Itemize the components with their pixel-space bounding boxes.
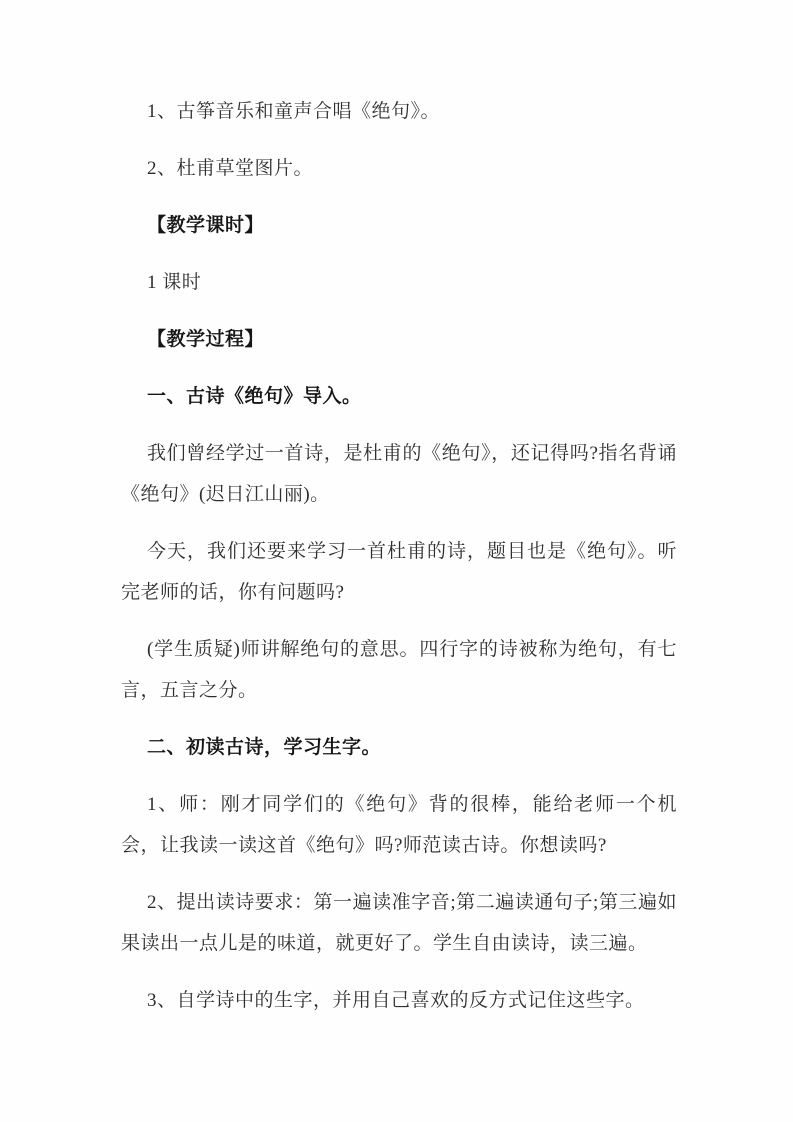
heading-teaching-process: 【教学过程】	[147, 329, 265, 350]
section-heading-2: 二、初读古诗，学习生字。	[147, 737, 382, 758]
paragraph-today-learn: 今天，我们还要来学习一首杜甫的诗，题目也是《绝句》。听完老师的话，你有问题吗?	[121, 541, 677, 603]
teaching-hours-value: 1 课时	[147, 272, 202, 293]
step-item-1: 1、师：刚才同学们的《绝句》背的很棒，能给老师一个机会，让我读一读这首《绝句》吗?师范读古诗。你想读吗?	[121, 794, 677, 856]
prep-item-1: 1、古筝音乐和童声合唱《绝句》。	[147, 101, 441, 122]
paragraph-recall-poem: 我们曾经学过一首诗，是杜甫的《绝句》，还记得吗?指名背诵《绝句》(迟日江山丽)。	[121, 443, 677, 505]
paragraph-explain-jueju: (学生质疑)师讲解绝句的意思。四行字的诗被称为绝句，有七言，五言之分。	[121, 639, 677, 701]
heading-teaching-hours: 【教学课时】	[147, 215, 265, 236]
step-item-2: 2、提出读诗要求：第一遍读准字音;第二遍读通句子;第三遍如果读出一点儿是的味道，就更好了。学生自由读诗，读三遍。	[121, 892, 677, 954]
step-item-3: 3、自学诗中的生字，并用自己喜欢的反方式记住这些字。	[147, 990, 645, 1011]
section-heading-1: 一、古诗《绝句》导入。	[147, 386, 362, 407]
prep-item-2: 2、杜甫草堂图片。	[147, 158, 314, 179]
